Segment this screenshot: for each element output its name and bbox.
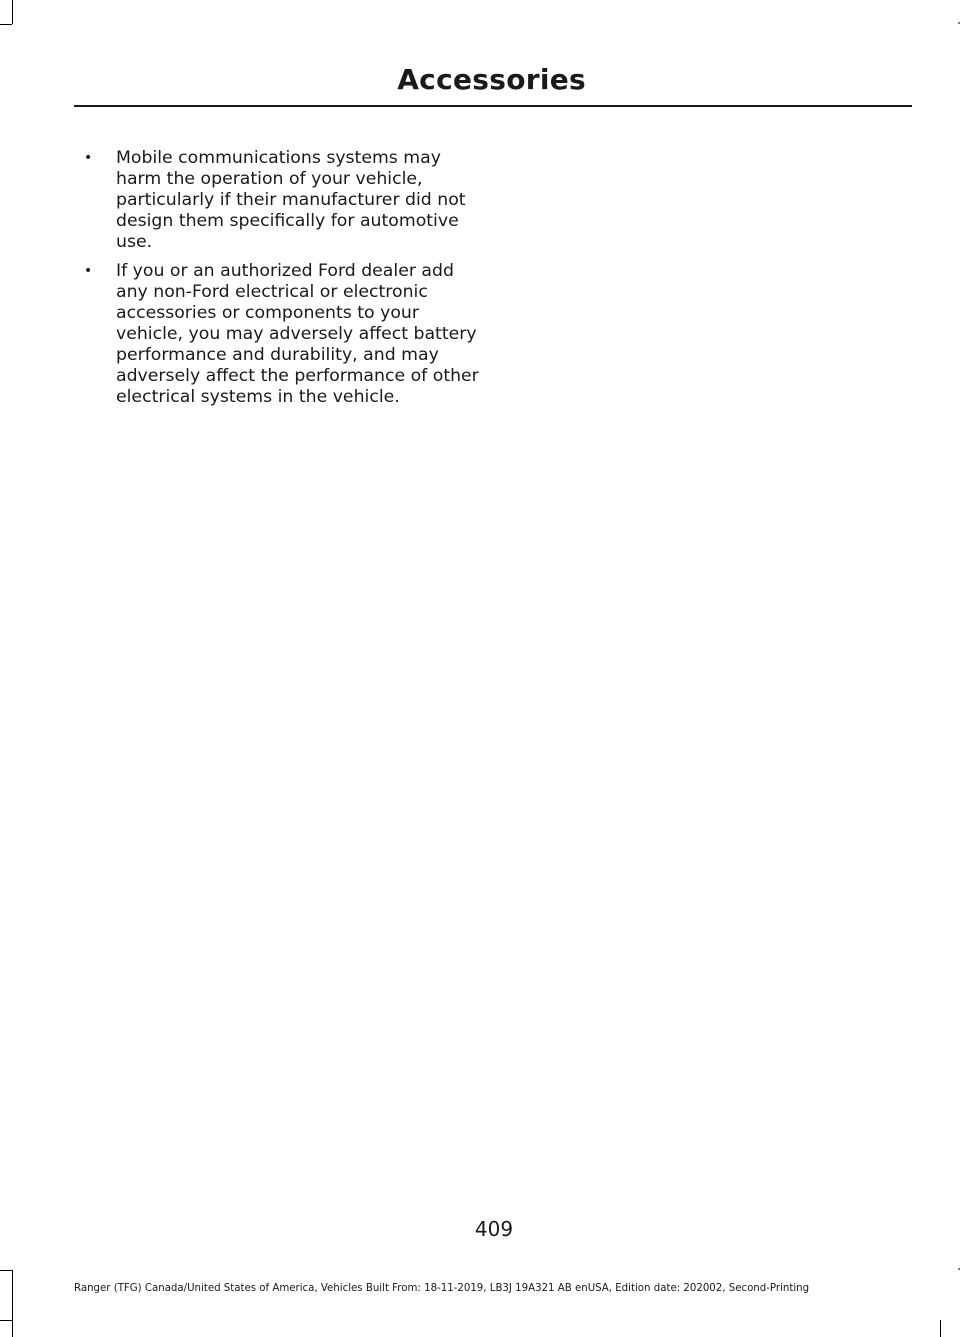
bullet-icon: •	[84, 150, 93, 166]
crop-mark	[0, 1270, 12, 1271]
bullet-icon: •	[84, 263, 93, 279]
footer-text: Ranger (TFG) Canada/United States of America, Vehicles Built From: 18-11-2019, LB3J 19A321 AB enUSA, Edition date: 202002, Second-Printing	[74, 1283, 810, 1294]
crop-mark	[940, 1320, 941, 1337]
bullet-list	[82, 148, 482, 416]
list-item-text: If you or an authorized Ford dealer add any non-Ford electrical or electronic accessories or components to your vehicle, you may adversely affect battery performance and durability, and may adversely affect the performance of other electrical systems in the vehicle.	[116, 261, 479, 407]
list-item-text: Mobile communications systems may harm the operation of your vehicle, particularly if their manufacturer did not design them specifically for automotive use.	[116, 148, 466, 252]
list-item	[82, 148, 482, 253]
crop-mark	[0, 24, 12, 25]
crop-mark	[0, 1320, 12, 1321]
crop-mark	[12, 0, 13, 24]
list-item	[82, 261, 482, 408]
page-title: Accessories	[397, 63, 586, 96]
crop-mark	[12, 1270, 13, 1337]
header-divider	[74, 105, 912, 107]
page-number: 409	[474, 1217, 514, 1241]
